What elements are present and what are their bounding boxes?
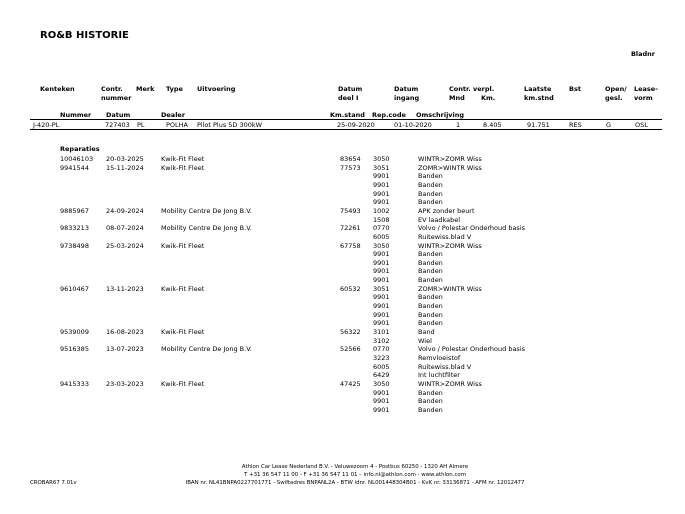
repair-line-code: 6005 bbox=[373, 362, 390, 371]
repair-line-code: 9901 bbox=[373, 276, 390, 285]
vehicle-bst: RES bbox=[569, 121, 582, 129]
repair-dealer: Kwik-Fit Fleet bbox=[161, 155, 205, 163]
repair-line-code: 9901 bbox=[373, 319, 390, 328]
repair-datum: 23-03-2023 bbox=[106, 379, 144, 388]
vehicle-type: POLHA bbox=[166, 121, 188, 129]
repair-dealer: Kwik-Fit Fleet bbox=[161, 163, 205, 172]
repair-datum: 20-03-2025 bbox=[106, 155, 144, 163]
header-datum-ingang: Datum ingang bbox=[394, 85, 420, 102]
repair-dealer: Kwik-Fit Fleet bbox=[161, 241, 205, 250]
repair-kmstand: 47425 bbox=[340, 379, 361, 388]
repair-nummer: 9885967 bbox=[60, 206, 89, 215]
repair-line-desc: Banden bbox=[418, 198, 443, 207]
repair-line-code: 9901 bbox=[373, 172, 390, 181]
header-bst: Bst bbox=[569, 85, 581, 93]
repair-line-desc: Volvo / Polestar Onderhoud basis bbox=[418, 345, 526, 354]
repair-line-code: 6429 bbox=[373, 371, 390, 380]
repair-line-desc: Banden bbox=[418, 250, 443, 259]
footer-contact: T +31 36 547 11 00 - F +31 36 547 11 01 – info.nl@athlon.com - www.athlon.com bbox=[244, 472, 466, 478]
repair-dealer: Kwik-Fit Fleet bbox=[161, 379, 205, 388]
repair-line-code: 1002 bbox=[373, 206, 390, 215]
header-nummer: Nummer bbox=[60, 111, 92, 119]
vehicle-laatste-kmstnd: 91.751 bbox=[527, 121, 550, 129]
repair-line-code: 9901 bbox=[373, 198, 390, 207]
repair-dealer: Kwik-Fit Fleet bbox=[161, 284, 205, 293]
header-km: Km. bbox=[481, 94, 496, 102]
repair-line-code: 3050 bbox=[373, 379, 390, 388]
header-kmstand: Km.stand bbox=[330, 111, 365, 119]
repair-datum: 13-07-2023 bbox=[106, 345, 144, 354]
header-contr-nummer: Contr. nummer bbox=[101, 85, 132, 102]
repair-line-desc: Banden bbox=[418, 293, 443, 302]
header-omschrijving: Omschrijving bbox=[416, 111, 465, 119]
repair-kmstand: 83654 bbox=[340, 155, 361, 163]
header-laatste-kmstnd: Laatste km.stnd bbox=[524, 85, 554, 102]
vehicle-datum-ingang: 01-10-2020 bbox=[394, 121, 432, 129]
repair-datum: 24-09-2024 bbox=[106, 206, 144, 215]
repair-line-desc: ZOMR>WINTR Wiss bbox=[418, 163, 482, 172]
vehicle-datum-deel1: 25-09-2020 bbox=[337, 121, 375, 129]
repair-line-code: 9901 bbox=[373, 397, 390, 406]
repair-line-desc: WINTR>ZOMR Wiss bbox=[418, 379, 482, 388]
repair-line-code: 1508 bbox=[373, 215, 390, 224]
repair-nummer: 9516385 bbox=[60, 345, 89, 354]
repair-line-desc: Band bbox=[418, 328, 435, 336]
repair-dealer: Mobility Centre De Jong B.V. bbox=[161, 224, 252, 233]
repair-kmstand: 60532 bbox=[340, 284, 361, 293]
repair-nummer: 9738498 bbox=[60, 241, 89, 250]
repair-dealer: Kwik-Fit Fleet bbox=[161, 328, 205, 336]
form-code: CROBAR67 7.01v bbox=[30, 480, 77, 486]
repair-line-desc: Ruitewiss.blad V bbox=[418, 232, 472, 241]
page-title: RO&B HISTORIE bbox=[40, 30, 129, 41]
repair-datum: 15-11-2024 bbox=[106, 163, 144, 172]
repair-datum: 25-03-2024 bbox=[106, 241, 144, 250]
repair-datum: 16-08-2023 bbox=[106, 328, 144, 336]
repair-nummer: 9610467 bbox=[60, 284, 89, 293]
repair-line-code: 3223 bbox=[373, 353, 390, 362]
vehicle-uitvoering: Pilot Plus 5D 300kW bbox=[197, 121, 263, 129]
repair-line-desc: Int luchtfilter bbox=[418, 371, 460, 380]
repair-line-desc: Wiel bbox=[418, 336, 432, 345]
vehicle-merk: PL bbox=[137, 121, 145, 129]
repair-line-code: 0770 bbox=[373, 345, 390, 354]
repair-line-code: 3051 bbox=[373, 284, 390, 293]
repair-line-code: 9901 bbox=[373, 302, 390, 311]
repair-line-code: 9901 bbox=[373, 293, 390, 302]
repair-datum: 08-07-2024 bbox=[106, 224, 144, 233]
header-contr-verpl-mnd: Contr. verpl. Mnd bbox=[449, 85, 495, 102]
repair-line-desc: Banden bbox=[418, 319, 443, 328]
repair-line-code: 6005 bbox=[373, 232, 390, 241]
repair-line-desc: EV laadkabel bbox=[418, 215, 461, 224]
header-merk: Merk bbox=[136, 85, 155, 93]
repair-line-code: 9901 bbox=[373, 405, 390, 414]
header-uitvoering: Uitvoering bbox=[197, 85, 236, 93]
page-number-label: Bladnr bbox=[630, 50, 655, 58]
repair-kmstand: 52566 bbox=[340, 345, 361, 354]
vehicle-lease-vorm: OSL bbox=[635, 121, 648, 129]
repair-line-desc: Volvo / Polestar Onderhoud basis bbox=[418, 224, 526, 233]
repair-nummer: 10046103 bbox=[60, 155, 94, 163]
repair-line-desc: WINTR>ZOMR Wiss bbox=[418, 241, 482, 250]
repair-dealer: Mobility Centre De Jong B.V. bbox=[161, 345, 252, 354]
repair-nummer: 9539009 bbox=[60, 328, 89, 336]
repair-line-code: 9901 bbox=[373, 180, 390, 189]
repair-kmstand: 77573 bbox=[340, 163, 361, 172]
repair-line-desc: Remvloeistof bbox=[418, 353, 461, 362]
header-dealer: Dealer bbox=[161, 111, 186, 119]
repair-kmstand: 72261 bbox=[340, 224, 361, 233]
repair-line-code: 3101 bbox=[373, 328, 390, 336]
vehicle-km: 8.405 bbox=[483, 121, 502, 129]
repair-line-desc: Banden bbox=[418, 172, 443, 181]
header-datum-deel1: Datum deel I bbox=[338, 85, 363, 102]
repair-line-code: 9901 bbox=[373, 267, 390, 276]
repair-line-desc: Banden bbox=[418, 310, 443, 319]
repair-line-code: 9901 bbox=[373, 258, 390, 267]
repair-line-desc: Banden bbox=[418, 267, 443, 276]
repair-line-code: 9901 bbox=[373, 189, 390, 198]
repair-nummer: 9415333 bbox=[60, 379, 89, 388]
repair-datum: 13-11-2023 bbox=[106, 284, 144, 293]
repair-line-desc: Banden bbox=[418, 397, 443, 406]
repair-line-desc: APK zonder beurt bbox=[418, 206, 475, 215]
header-divider-bottom bbox=[30, 129, 662, 130]
repair-line-code: 0770 bbox=[373, 224, 390, 233]
repair-line-code: 3050 bbox=[373, 155, 390, 163]
vehicle-kenteken: J-420-PL bbox=[33, 121, 60, 129]
repair-kmstand: 67758 bbox=[340, 241, 361, 250]
header-repcode: Rep.code bbox=[372, 111, 406, 119]
repair-line-code: 3102 bbox=[373, 336, 390, 345]
repair-line-desc: Banden bbox=[418, 180, 443, 189]
repair-line-desc: Banden bbox=[418, 388, 443, 397]
repair-line-desc: Banden bbox=[418, 276, 443, 285]
section-label-reparaties: Reparaties bbox=[60, 145, 100, 153]
repair-line-code: 9901 bbox=[373, 310, 390, 319]
header-kenteken: Kenteken bbox=[40, 85, 75, 93]
repair-line-desc: Banden bbox=[418, 405, 443, 414]
footer-address: Athlon Car Lease Nederland B.V. - Veluwezoom 4 - Postbus 60250 - 1320 AH Almere bbox=[241, 464, 469, 470]
repair-line-desc: Banden bbox=[418, 189, 443, 198]
repair-nummer: 9833213 bbox=[60, 224, 89, 233]
header-lease-vorm: Lease- vorm bbox=[634, 85, 658, 102]
header-type: Type bbox=[166, 85, 183, 93]
repair-line-code: 9901 bbox=[373, 388, 390, 397]
repair-line-desc: ZOMR>WINTR Wiss bbox=[418, 284, 482, 293]
vehicle-contr-nummer: 727403 bbox=[105, 121, 130, 129]
repair-line-desc: Banden bbox=[418, 258, 443, 267]
header-datum: Datum bbox=[106, 111, 131, 119]
repair-line-code: 3051 bbox=[373, 163, 390, 172]
repair-line-desc: Banden bbox=[418, 302, 443, 311]
header-divider bbox=[30, 119, 662, 120]
repair-line-code: 9901 bbox=[373, 250, 390, 259]
repair-line-code: 3050 bbox=[373, 241, 390, 250]
header-open-gesl: Open/ gesl. bbox=[605, 85, 627, 102]
repair-nummer: 9941544 bbox=[60, 163, 89, 172]
repair-kmstand: 56322 bbox=[340, 328, 361, 336]
repair-dealer: Mobility Centre De Jong B.V. bbox=[161, 206, 252, 215]
repair-kmstand: 75493 bbox=[340, 206, 361, 215]
vehicle-mnd: 1 bbox=[456, 121, 461, 129]
footer-registration: IBAN nr. NL41BNPA0227701771 - Swiftadres BNPANL2A - BTW idnr. NL001448304B01 - KvK nr. 33136871 - AFM nr. 12012477 bbox=[185, 480, 525, 486]
repair-line-desc: Ruitewiss.blad V bbox=[418, 362, 472, 371]
repair-line-desc: WINTR>ZOMR Wiss bbox=[418, 155, 482, 163]
vehicle-open-gesl: G bbox=[606, 121, 612, 129]
